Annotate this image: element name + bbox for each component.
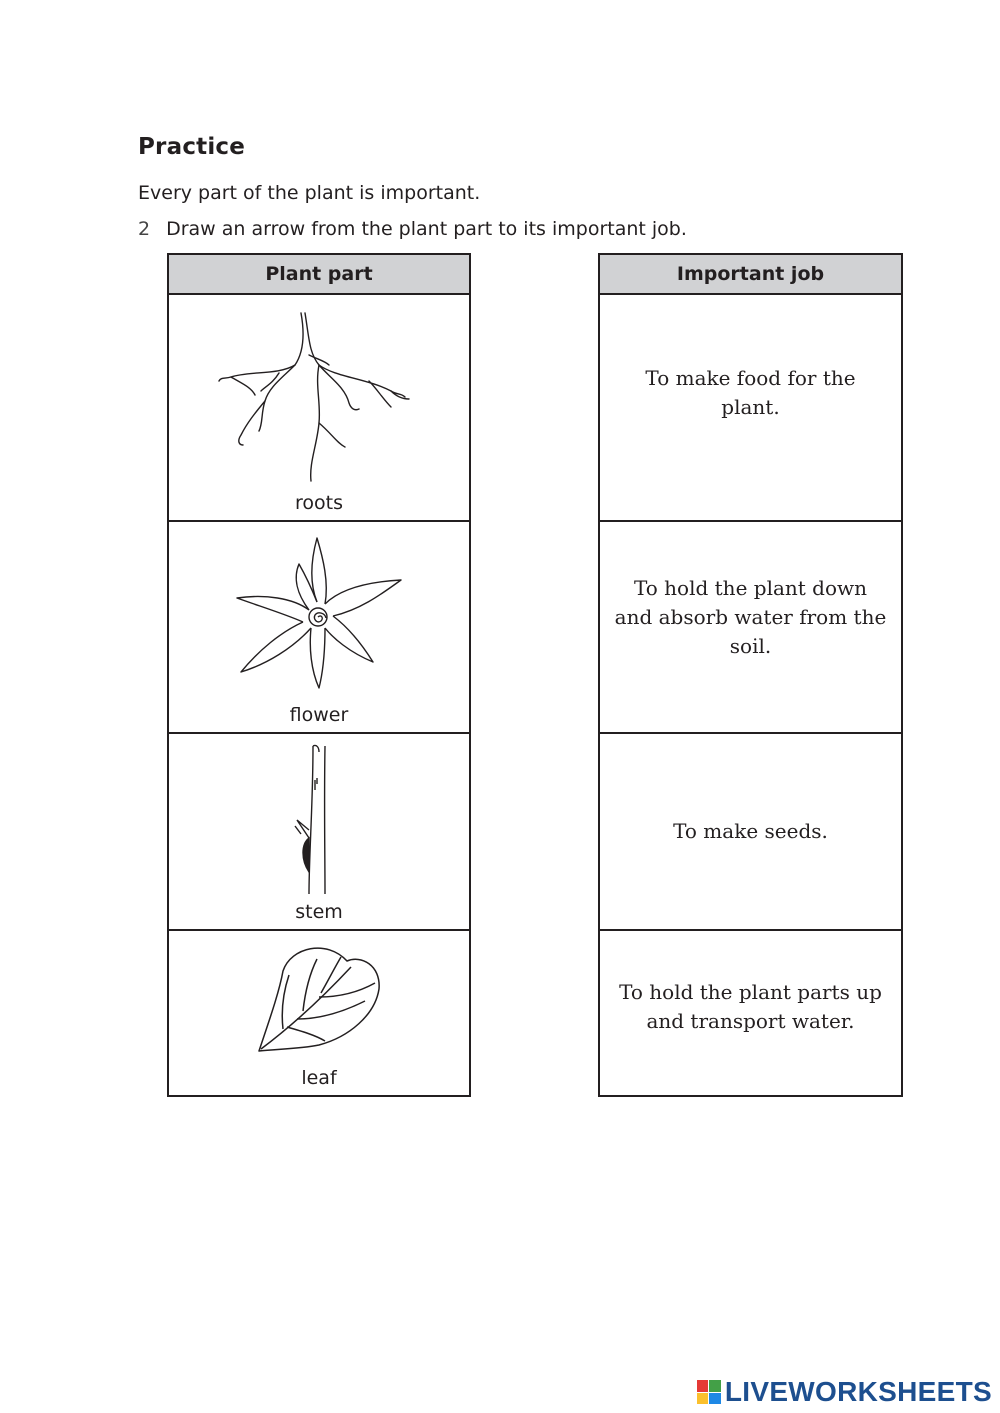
logo-square [709,1393,721,1405]
logo-text: LIVEWORKSHEETS [724,1376,992,1407]
plant-part-label: stem [295,901,343,923]
job-text: To make seeds. [673,819,828,843]
logo-square [709,1380,721,1392]
job-cell[interactable] [600,295,901,522]
question-prompt [138,218,687,240]
liveworksheets-logo [697,1376,992,1408]
plant-part-cell-leaf[interactable] [169,931,469,1095]
roots-icon [169,295,469,520]
logo-square [697,1380,709,1392]
job-text: To make food for the plant. [645,365,856,419]
question-text: Draw an arrow from the plant part to its important job. [166,218,687,240]
job-cell[interactable] [600,931,901,1095]
logo-square [697,1393,709,1405]
flower-icon [169,522,469,732]
plant-part-table [167,253,471,1097]
stem-icon [169,734,469,929]
plant-part-cell-roots[interactable] [169,295,469,522]
plant-part-label: roots [295,492,343,514]
logo-mark-icon [697,1380,721,1404]
question-number: 2 [138,218,151,240]
job-cell[interactable] [600,734,901,931]
important-job-header: Important job [600,255,901,295]
job-text: To hold the plant parts up and transport water. [619,980,882,1033]
plant-part-label: leaf [301,1067,337,1089]
page-heading: Practice [138,134,246,160]
plant-part-cell-stem[interactable] [169,734,469,931]
plant-part-cell-flower[interactable] [169,522,469,734]
plant-part-header: Plant part [169,255,469,295]
job-cell[interactable] [600,522,901,734]
intro-text: Every part of the plant is important. [138,182,481,204]
plant-part-label: flower [289,704,349,726]
job-text: To hold the plant down and absorb water from the soil. [614,575,887,658]
important-job-table [598,253,903,1097]
